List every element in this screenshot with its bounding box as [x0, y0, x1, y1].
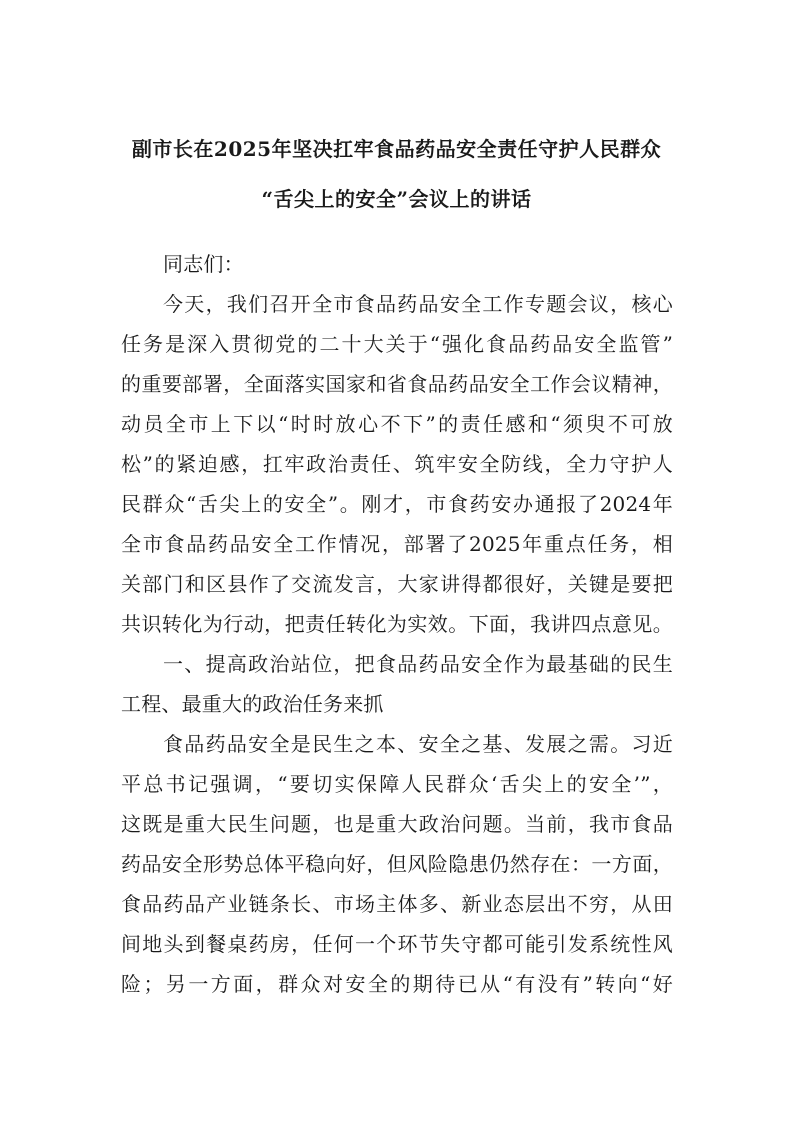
- paragraph-1-line: 今天，我们召开全市食品药品安全工作专题会议，核心: [163, 292, 673, 316]
- paragraph-1-line: 关部门和区县作了交流发言，大家讲得都很好，关键是要把: [121, 572, 673, 596]
- paragraph-2-line: 这既是重大民生问题，也是重大政治问题。当前，我市食品: [121, 812, 673, 836]
- paragraph-2-line: 药品安全形势总体平稳向好，但风险隐患仍然存在：一方面，: [121, 852, 673, 876]
- paragraph-2-line: 食品药品安全是民生之本、安全之基、发展之需。习近: [163, 732, 673, 756]
- salutation: 同志们：: [163, 252, 244, 276]
- paragraph-1-line: 松”的紧迫感，扛牢政治责任、筑牢安全防线，全力守护人: [121, 452, 673, 476]
- title-line-2: “舌尖上的安全”会议上的讲话: [261, 187, 532, 211]
- paragraph-1-line: 全市食品药品安全工作情况，部署了2025年重点任务，相: [121, 532, 673, 556]
- paragraph-1-line: 共识转化为行动，把责任转化为实效。下面，我讲四点意见。: [121, 612, 673, 636]
- title-line-1: 副市长在2025年坚决扛牢食品药品安全责任守护人民群众: [131, 137, 662, 161]
- paragraph-2-line: 平总书记强调，“要切实保障人民群众‘舌尖上的安全’”，: [121, 772, 673, 796]
- section-heading-1: 工程、最重大的政治任务来抓: [121, 692, 384, 716]
- document-title: [0, 124, 793, 224]
- paragraph-1-line: 任务是深入贯彻党的二十大关于“强化食品药品安全监管”: [121, 332, 673, 356]
- section-heading-1: 一、提高政治站位，把食品药品安全作为最基础的民生: [163, 652, 673, 676]
- paragraph-2-line: 食品药品产业链条长、市场主体多、新业态层出不穷，从田: [121, 892, 673, 916]
- paragraph-1-line: 的重要部署，全面落实国家和省食品药品安全工作会议精神，: [121, 372, 673, 396]
- paragraph-1-line: 动员全市上下以“时时放心不下”的责任感和“须臾不可放: [121, 412, 673, 436]
- paragraph-2-line: 险；另一方面，群众对安全的期待已从“有没有”转向“好: [121, 972, 673, 996]
- paragraph-1-line: 民群众“舌尖上的安全”。刚才，市食药安办通报了2024年: [121, 492, 673, 516]
- document-body: [121, 244, 673, 1004]
- paragraph-2-line: 间地头到餐桌药房，任何一个环节失守都可能引发系统性风: [121, 932, 673, 956]
